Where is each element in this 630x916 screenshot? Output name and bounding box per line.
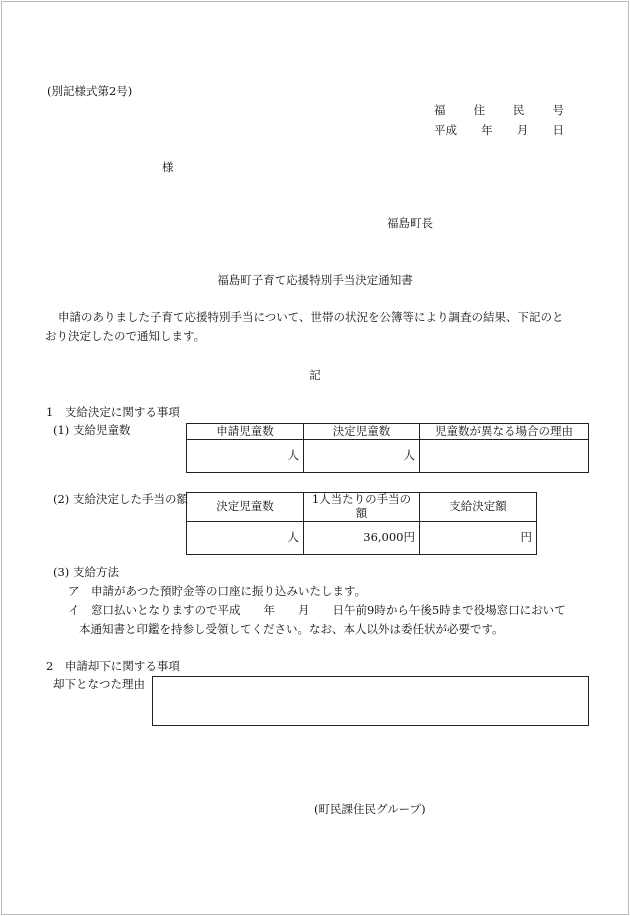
ki-heading: 記 bbox=[309, 368, 321, 382]
decided-children-header: 決定児童数 bbox=[187, 493, 304, 522]
total-amount-header: 支給決定額 bbox=[420, 493, 537, 522]
issuer: 福島町長 bbox=[387, 216, 433, 230]
decided-children-header: 決定児童数 bbox=[304, 424, 420, 440]
intro-line-2: おり決定したので通知します。 bbox=[45, 329, 206, 343]
rejection-reason-box bbox=[152, 676, 589, 726]
document-number-part: 住 bbox=[473, 103, 485, 117]
children-count-table bbox=[186, 423, 589, 473]
payment-method-item-a: ア 申請があつた預貯金等の口座に振り込みいたします。 bbox=[68, 584, 367, 598]
section2-heading: 2 申請却下に関する事項 bbox=[46, 659, 180, 673]
date-month-label: 月 bbox=[516, 123, 529, 137]
decided-children-cell: 人 bbox=[187, 521, 304, 554]
allowance-amount-label: (2) 支給決定した手当の額 bbox=[53, 492, 188, 506]
intro-line-1: 申請のありました子育て応援特別手当について、世帯の状況を公簿等により調査の結果、下記のと bbox=[58, 310, 564, 324]
footer-department: (町民課住民グループ) bbox=[314, 802, 426, 816]
allowance-amount-table bbox=[186, 492, 537, 555]
table-header-row bbox=[187, 424, 589, 440]
document-number-part: 福 bbox=[434, 103, 446, 117]
document-title: 福島町子育て応援特別手当決定通知書 bbox=[217, 273, 413, 287]
issue-date bbox=[434, 124, 564, 138]
table-row bbox=[187, 440, 589, 473]
decided-children-cell: 人 bbox=[304, 440, 420, 473]
date-day-label: 日 bbox=[552, 123, 564, 137]
difference-reason-header: 児童数が異なる場合の理由 bbox=[420, 424, 589, 440]
application-children-cell: 人 bbox=[187, 440, 304, 473]
date-era: 平成 bbox=[434, 123, 457, 137]
per-child-amount-header: 1人当たりの手当の額 bbox=[304, 493, 420, 522]
total-amount-cell: 円 bbox=[420, 521, 537, 554]
form-number: (別記様式第2号) bbox=[47, 84, 133, 98]
document-number-part: 号 bbox=[552, 103, 564, 117]
per-child-amount-cell: 36,000円 bbox=[304, 521, 420, 554]
payment-method-item-i-line2: 本通知書と印鑑を持参し受領してください。なお、本人以外は委任状が必要です。 bbox=[79, 622, 504, 636]
payment-method-label: (3) 支給方法 bbox=[53, 565, 119, 579]
payment-method-item-i-line1: イ 窓口払いとなりますので平成 年 月 日午前9時から午後5時まで役場窓口において bbox=[68, 603, 566, 617]
table-header-row bbox=[187, 493, 537, 522]
date-year-label: 年 bbox=[481, 123, 493, 137]
addressee-suffix: 様 bbox=[162, 160, 174, 174]
difference-reason-cell bbox=[420, 440, 589, 473]
rejection-reason-label: 却下となつた理由 bbox=[53, 677, 145, 691]
application-children-header: 申請児童数 bbox=[187, 424, 304, 440]
children-count-label: (1) 支給児童数 bbox=[53, 423, 131, 437]
document-number-part: 民 bbox=[513, 103, 525, 117]
document-number bbox=[434, 104, 564, 118]
table-row bbox=[187, 521, 537, 554]
section1-heading: 1 支給決定に関する事項 bbox=[46, 405, 180, 419]
